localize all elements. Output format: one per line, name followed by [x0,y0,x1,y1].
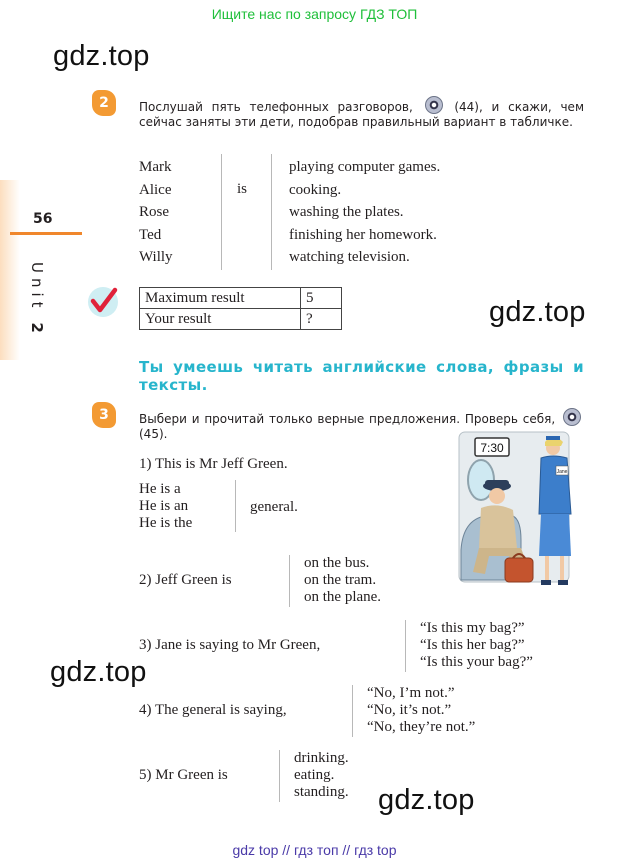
result-table [139,287,342,330]
sentence-2-start: 2) Jeff Green is [139,572,232,588]
side-tab-band [0,180,20,360]
activities-column [289,156,440,269]
result-row [140,309,342,330]
verb-is: is [237,181,248,197]
name-item: Ted [139,226,162,243]
page-divider [10,232,82,235]
result-row [140,288,342,309]
name-item: Rose [139,204,169,220]
sentence-3-options [420,620,533,671]
option-item: “No, it’s not.” [367,702,452,718]
audio-cd-icon[interactable] [563,408,581,426]
option-item: He is an [139,498,189,514]
unit-word: Unit [28,262,46,313]
result-label: Maximum result [140,288,301,309]
instruction-text: (45). [139,427,168,441]
sentence-5-start: 5) Mr Green is [139,767,228,783]
watermark: gdz.top [53,40,150,72]
activity-item: playing computer games. [289,159,441,175]
names-column [139,156,173,269]
exercise-number-badge: 3 [92,402,116,428]
instruction-text: Выбери и прочитай только верные предложения. Проверь себя, [139,412,556,426]
option-item: standing. [294,784,349,800]
name-item: Mark [139,159,172,175]
watermark: gdz.top [50,656,147,688]
option-item: on the tram. [304,572,377,588]
watermark: gdz.top [378,784,475,816]
instruction-text: Послушай пять телефонных разговоров, [139,100,413,114]
option-divider [235,480,236,532]
name-item: Willy [139,249,173,265]
audio-cd-icon[interactable] [425,96,443,114]
sentence-3-start: 3) Jane is saying to Mr Green, [139,637,321,653]
instruction-text: (44), и скажи, чем сейчас заняты эти дети, подобрав правильный вариант в табличке. [139,100,584,129]
name-badge-text: Jane [556,469,568,475]
name-item: Alice [139,181,172,198]
column-divider [221,154,222,270]
option-item: on the bus. [304,555,370,571]
result-value: ? [301,309,342,330]
option-item: “Is this my bag?” [420,620,525,636]
option-item: on the plane. [304,589,382,605]
section-heading: Ты умеешь читать английские слова, фразы и тексты. [139,358,584,394]
activity-item: washing the plates. [289,204,404,220]
unit-number: 2 [28,322,46,338]
option-item: “Is this her bag?” [420,637,525,653]
exercise-2-instruction [139,96,584,130]
option-item: eating. [294,767,335,783]
activity-item: cooking. [289,181,342,198]
unit-label [28,262,46,338]
result-label: Your result [140,309,301,330]
sentence-4-start: 4) The general is saying, [139,702,287,718]
sentence-1-title: 1) This is Mr Jeff Green. [139,456,288,472]
page-number: 56 [33,211,53,227]
activity-item: finishing her homework. [289,226,437,243]
option-item: “No, they’re not.” [367,719,476,735]
option-item: He is the [139,515,193,531]
option-item: He is a [139,481,181,497]
sentence-5-options [294,750,349,801]
sentence-2-options [304,555,381,606]
footer-links: gdz top // гдз топ // гдз top [232,842,397,858]
sentence-1-options [139,481,192,532]
option-divider [289,555,290,607]
checkmark-icon [86,285,120,319]
sentence-4-options [367,685,475,736]
option-divider [405,620,406,672]
result-value: 5 [301,288,342,309]
clock-text: 7:30 [480,441,504,455]
airplane-cabin-illustration [455,430,587,590]
sentence-1-end: general. [250,499,298,515]
watermark: gdz.top [489,296,586,328]
option-divider [279,750,280,802]
option-item: “Is this your bag?” [420,654,533,670]
exercise-number-badge: 2 [92,90,116,116]
option-item: “No, I’m not.” [367,685,455,701]
column-divider [271,154,272,270]
top-banner: Ищите нас по запросу ГДЗ ТОП [211,6,418,22]
option-divider [352,685,353,737]
activity-item: watching television. [289,249,410,265]
option-item: drinking. [294,750,349,766]
